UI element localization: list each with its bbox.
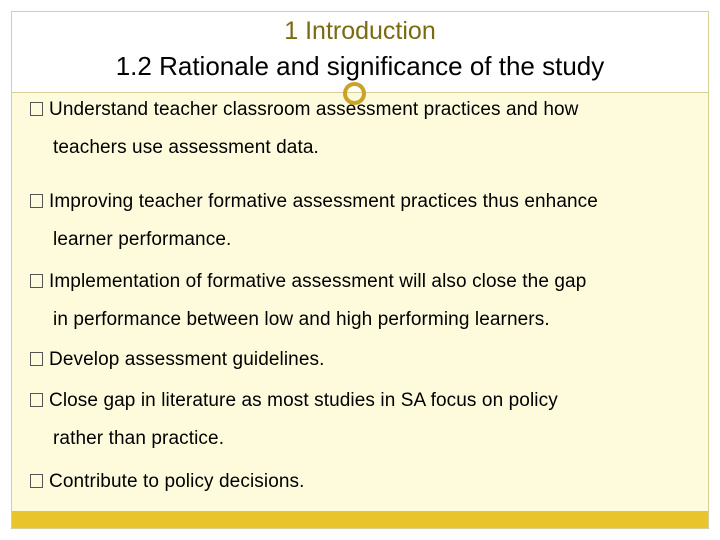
bullet-text: Contribute to policy decisions.: [49, 471, 305, 492]
bullet-item: [30, 463, 700, 501]
slide: [11, 11, 709, 529]
bullet-text: in performance between low and high performing learners.: [53, 309, 550, 330]
slide-subtitle: 1.2 Rationale and significance of the study: [115, 51, 605, 81]
bullet-text: Close gap in literature as most studies in SA focus on policy: [49, 390, 558, 411]
bullet-item: [30, 91, 700, 167]
bullet-text: teachers use assessment data.: [53, 137, 319, 158]
bullet-box-icon: [30, 474, 43, 488]
footer-bar: [12, 511, 708, 528]
bullet-item: [30, 382, 700, 458]
decorative-ring-icon: [343, 82, 366, 105]
bullet-item: [30, 263, 700, 339]
bullet-text: rather than practice.: [53, 428, 225, 449]
bullet-box-icon: [30, 352, 43, 366]
bullet-text: learner performance.: [53, 229, 232, 250]
bullet-text: Implementation of formative assessment will also close the gap: [49, 271, 587, 292]
bullet-box-icon: [30, 102, 43, 116]
bullet-item: [30, 341, 700, 379]
bullet-text: Develop assessment guidelines.: [49, 349, 325, 370]
slide-title: 1 Introduction: [284, 17, 436, 45]
bullet-box-icon: [30, 194, 43, 208]
bullet-text: Understand teacher classroom assessment practices and how: [49, 99, 579, 120]
bullet-box-icon: [30, 274, 43, 288]
bullet-text: Improving teacher formative assessment practices thus enhance: [49, 191, 598, 212]
bullet-item: [30, 183, 700, 259]
bullet-box-icon: [30, 393, 43, 407]
